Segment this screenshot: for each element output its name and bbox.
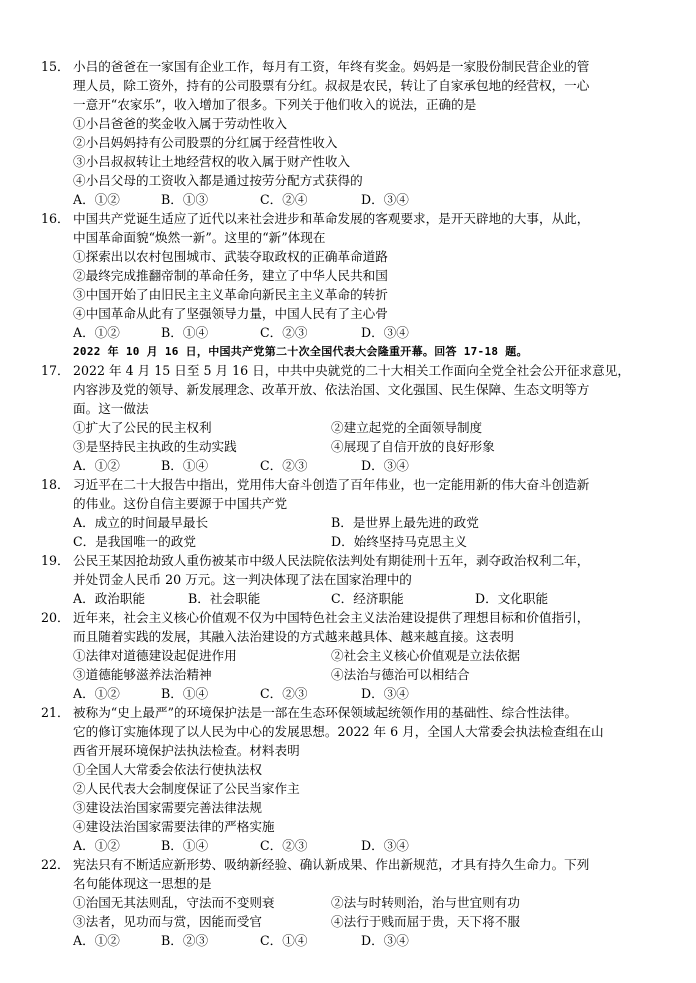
option-a[interactable]: A．①② xyxy=(73,933,120,948)
question-stem-line: 习近平在二十大报告中指出，党用伟大奋斗创造了百年伟业，也一定能用新的伟大奋斗创造新 xyxy=(73,477,590,492)
option-c[interactable]: C．②③ xyxy=(260,325,308,340)
question-stem-line: 并处罚金人民币 20 万元。这一判决体现了法在国家治理中的 xyxy=(73,572,412,587)
option-a[interactable]: A．①② xyxy=(73,325,120,340)
option-a[interactable]: A．成立的时间最早最长 xyxy=(73,515,209,530)
option-d[interactable]: D．③④ xyxy=(361,458,409,473)
statement-item: ④中国革命从此有了坚强领导力量，中国人民有了主心骨 xyxy=(73,306,388,321)
question-number: 17． xyxy=(41,363,70,378)
statement-item: ③道德能够滋养法治精神 xyxy=(73,667,212,682)
question-stem-line: 的伟业。这份自信主要源于中国共产党 xyxy=(73,496,288,511)
statement-item: ③小吕叔叔转让土地经营权的收入属于财产性收入 xyxy=(73,154,351,169)
statement-item: ①法律对道德建设起促进作用 xyxy=(73,648,237,663)
question-stem-line: 面。这一做法 xyxy=(73,401,149,416)
option-c[interactable]: C．②④ xyxy=(260,192,308,207)
option-b[interactable]: B．是世界上最先进的政党 xyxy=(331,515,479,530)
option-c[interactable]: C．②③ xyxy=(260,686,308,701)
question-stem-line: 它的修订实施体现了以人民为中心的发展思想。2022 年 6 月，全国人大常委会执法检查组在山 xyxy=(73,724,604,739)
statement-item: ②法与时转则治，治与世宜则有功 xyxy=(331,895,520,910)
option-c[interactable]: C．②③ xyxy=(260,838,308,853)
option-a[interactable]: A．①② xyxy=(73,838,120,853)
option-d[interactable]: D．③④ xyxy=(361,325,409,340)
option-d[interactable]: D．③④ xyxy=(361,192,409,207)
statement-item: ④法行于贱而屈于贵，天下将不服 xyxy=(331,914,520,929)
question-number: 19． xyxy=(41,553,70,568)
question-stem-line: 被称为“史上最严”的环境保护法是一部在生态环保领域起统领作用的基础性、综合性法律。 xyxy=(73,705,578,720)
option-b[interactable]: B．②③ xyxy=(161,933,209,948)
option-d[interactable]: D．③④ xyxy=(361,933,409,948)
question-number: 21． xyxy=(41,705,70,720)
option-c[interactable]: C．①④ xyxy=(260,933,308,948)
question-number: 15． xyxy=(41,59,70,74)
option-a[interactable]: A．①② xyxy=(73,458,120,473)
question-stem-line: 西省开展环境保护法执法检查。材料表明 xyxy=(73,743,300,758)
option-c[interactable]: C．是我国唯一的政党 xyxy=(73,534,196,549)
option-b[interactable]: B．①③ xyxy=(161,192,209,207)
statement-item: ①治国无其法则乱，守法而不变则衰 xyxy=(73,895,275,910)
option-a[interactable]: A．①② xyxy=(73,192,120,207)
question-stem-line: 而且随着实践的发展，其融入法治建设的方式越来越具体、越来越直接。这表明 xyxy=(73,629,514,644)
statement-item: ①扩大了公民的民主权利 xyxy=(73,420,212,435)
statement-item: ④建设法治国家需要法律的严格实施 xyxy=(73,819,275,834)
question-number: 18． xyxy=(41,477,70,492)
question-stem-line: 公民王某因抢劫致人重伤被某市中级人民法院依法判处有期徒刑十五年，剥夺政治权利二年， xyxy=(73,553,590,568)
option-b[interactable]: B．社会职能 xyxy=(188,591,261,606)
statement-item: ④展现了自信开放的良好形象 xyxy=(331,439,495,454)
question-number: 22． xyxy=(41,857,70,872)
statement-item: ④小吕父母的工资收入都是通过按劳分配方式获得的 xyxy=(73,173,363,188)
statement-item: ③法者，见功而与赏，因能而受官 xyxy=(73,914,262,929)
statement-item: ②社会主义核心价值观是立法依据 xyxy=(331,648,520,663)
question-stem-line: 2022 年 4 月 15 日至 5 月 16 日，中共中央就党的二十大相关工作面向全党全社会公开征求意见， xyxy=(73,363,630,378)
question-stem-line: 小吕的爸爸在一家国有企业工作，每月有工资，年终有奖金。妈妈是一家股份制民营企业的管 xyxy=(73,59,590,74)
statement-item: ①小吕爸爸的奖金收入属于劳动性收入 xyxy=(73,116,288,131)
question-number: 20． xyxy=(41,610,70,625)
option-a[interactable]: A．①② xyxy=(73,686,120,701)
statement-item: ③建设法治国家需要完善法律法规 xyxy=(73,800,262,815)
option-d[interactable]: D．③④ xyxy=(361,838,409,853)
option-c[interactable]: C．②③ xyxy=(260,458,308,473)
option-b[interactable]: B．①④ xyxy=(161,325,209,340)
option-b[interactable]: B．①④ xyxy=(161,838,209,853)
option-d[interactable]: D．始终坚持马克思主义 xyxy=(331,534,468,549)
question-stem-line: 中国革命面貌“焕然一新”。这里的“新”体现在 xyxy=(73,230,326,245)
question-stem-line: 宪法只有不断适应新形势、吸纳新经验、确认新成果、作出新规范，才具有持久生命力。下列 xyxy=(73,857,590,872)
statement-item: ②人民代表大会制度保证了公民当家作主 xyxy=(73,781,300,796)
statement-item: ②最终完成推翻帝制的革命任务，建立了中华人民共和国 xyxy=(73,268,388,283)
question-stem-line: 中国共产党诞生适应了近代以来社会进步和革命发展的客观要求，是开天辟地的大事，从此， xyxy=(73,211,590,226)
option-b[interactable]: B．①④ xyxy=(161,458,209,473)
statement-item: ④法治与德治可以相结合 xyxy=(331,667,470,682)
question-stem-line: 理人员，除工资外，持有的公司股票有分红。叔叔是农民，转让了自家承包地的经营权，一心 xyxy=(73,78,590,93)
option-d[interactable]: D．③④ xyxy=(361,686,409,701)
option-c[interactable]: C．经济职能 xyxy=(331,591,404,606)
question-stem-line: 一意开“农家乐”，收入增加了很多。下列关于他们收入的说法，正确的是 xyxy=(73,97,477,112)
question-stem-line: 内容涉及党的领导、新发展理念、改革开放、依法治国、文化强国、民生保障、生态文明等方 xyxy=(73,382,590,397)
statement-item: ②建立起党的全面领导制度 xyxy=(331,420,483,435)
question-number: 16． xyxy=(41,211,70,226)
question-stem-line: 近年来，社会主义核心价值观不仅为中国特色社会主义法治建设提供了理想目标和价值指引， xyxy=(73,610,590,625)
option-b[interactable]: B．①④ xyxy=(161,686,209,701)
section-intro: 2022 年 10 月 16 日，中国共产党第二十次全国代表大会隆重开幕。回答 17-18 题。 xyxy=(73,345,528,358)
option-d[interactable]: D．文化职能 xyxy=(475,591,549,606)
option-a[interactable]: A．政治职能 xyxy=(73,591,146,606)
statement-item: ③是坚持民主执政的生动实践 xyxy=(73,439,237,454)
statement-item: ①全国人大常委会依法行使执法权 xyxy=(73,762,262,777)
question-stem-line: 名句能体现这一思想的是 xyxy=(73,876,212,891)
statement-item: ①探索出以农村包围城市、武装夺取政权的正确革命道路 xyxy=(73,249,388,264)
statement-item: ②小吕妈妈持有公司股票的分红属于经营性收入 xyxy=(73,135,338,150)
statement-item: ③中国开始了由旧民主主义革命向新民主主义革命的转折 xyxy=(73,287,388,302)
